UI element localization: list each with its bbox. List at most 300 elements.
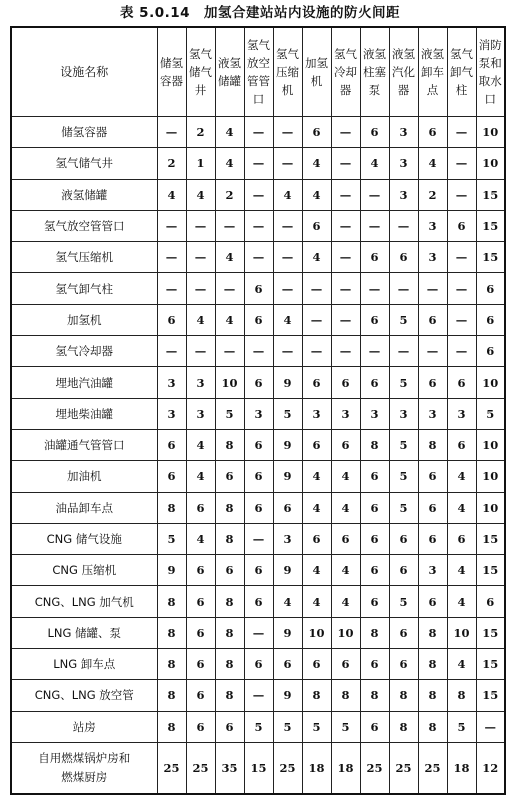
distance-cell: 8 — [157, 649, 186, 680]
column-header-line: 柱塞 — [363, 65, 386, 79]
column-header-line: 氢气 — [189, 47, 212, 61]
distance-cell: 6 — [157, 304, 186, 335]
distance-cell: — — [331, 117, 360, 148]
distance-cell: 6 — [244, 273, 273, 304]
column-header-line: 取水 — [478, 74, 502, 88]
column-header — [186, 27, 215, 117]
distance-cell: — — [273, 117, 302, 148]
distance-cell: 2 — [215, 179, 244, 210]
column-header — [360, 27, 389, 117]
distance-cell: 8 — [157, 617, 186, 648]
distance-cell: 4 — [215, 304, 244, 335]
distance-cell: — — [157, 242, 186, 273]
distance-cell: 25 — [186, 742, 215, 794]
distance-cell: 6 — [476, 336, 505, 367]
distance-cell: 6 — [186, 711, 215, 742]
header-facility-name: 设施名称 — [11, 27, 157, 117]
distance-cell: 6 — [447, 367, 476, 398]
distance-cell: 5 — [476, 398, 505, 429]
distance-cell: 4 — [157, 179, 186, 210]
table-row — [11, 273, 505, 304]
distance-cell: 8 — [157, 711, 186, 742]
distance-cell: 10 — [476, 429, 505, 460]
column-header-line: 器 — [397, 83, 410, 97]
distance-cell: — — [186, 273, 215, 304]
distance-cell: 6 — [273, 649, 302, 680]
distance-cell: 4 — [302, 492, 331, 523]
distance-cell: 3 — [418, 555, 447, 586]
distance-cell: — — [447, 148, 476, 179]
distance-cell: 6 — [215, 555, 244, 586]
distance-cell: 6 — [244, 461, 273, 492]
column-header — [157, 27, 186, 117]
distance-cell: 6 — [302, 210, 331, 241]
distance-cell: 9 — [273, 461, 302, 492]
distance-cell: 4 — [186, 304, 215, 335]
table-header — [11, 27, 505, 117]
distance-cell: 6 — [302, 649, 331, 680]
distance-cell: — — [273, 210, 302, 241]
distance-cell: 5 — [447, 711, 476, 742]
distance-cell: 25 — [273, 742, 302, 794]
distance-cell: 4 — [447, 461, 476, 492]
distance-cell: 3 — [418, 398, 447, 429]
distance-cell: 5 — [157, 523, 186, 554]
distance-cell: — — [273, 148, 302, 179]
distance-cell: 8 — [418, 680, 447, 711]
distance-cell: 4 — [447, 555, 476, 586]
distance-cell: 4 — [447, 649, 476, 680]
distance-cell: 2 — [418, 179, 447, 210]
distance-cell: 6 — [302, 367, 331, 398]
distance-cell: 6 — [186, 555, 215, 586]
row-facility-name-line: 自用燃煤锅炉房和 — [38, 750, 131, 765]
distance-cell: 10 — [476, 367, 505, 398]
row-facility-name: 油品卸车点 — [11, 492, 157, 523]
table-row — [11, 179, 505, 210]
distance-cell: 5 — [331, 711, 360, 742]
distance-cell: — — [360, 179, 389, 210]
distance-cell: 6 — [331, 523, 360, 554]
distance-cell: 6 — [157, 429, 186, 460]
distance-cell: 8 — [447, 680, 476, 711]
distance-cell: 6 — [273, 492, 302, 523]
distance-cell: — — [244, 523, 273, 554]
distance-cell: 6 — [331, 367, 360, 398]
column-header-line: 储气 — [189, 65, 212, 79]
distance-cell: 4 — [302, 555, 331, 586]
table-row — [11, 367, 505, 398]
distance-cell: — — [302, 273, 331, 304]
distance-cell: 8 — [360, 680, 389, 711]
distance-cell: 6 — [360, 586, 389, 617]
distance-cell: 9 — [273, 367, 302, 398]
distance-cell: 8 — [360, 617, 389, 648]
row-facility-name: 氢气储气井 — [11, 148, 157, 179]
distance-cell: 6 — [360, 117, 389, 148]
distance-cell: — — [244, 117, 273, 148]
row-facility-name: 加氢机 — [11, 304, 157, 335]
distance-cell: 6 — [476, 586, 505, 617]
distance-cell: 6 — [418, 586, 447, 617]
distance-cell: 10 — [447, 617, 476, 648]
distance-cell: — — [331, 210, 360, 241]
row-facility-name: LNG 储罐、泵 — [11, 617, 157, 648]
distance-cell: — — [186, 242, 215, 273]
fire-spacing-table — [10, 26, 506, 795]
table-row — [11, 523, 505, 554]
column-header-line: 泵和 — [478, 56, 502, 70]
distance-cell: 5 — [302, 711, 331, 742]
column-header — [447, 27, 476, 117]
distance-cell: — — [331, 336, 360, 367]
distance-cell: — — [418, 273, 447, 304]
distance-cell: 5 — [389, 586, 418, 617]
table-row — [11, 242, 505, 273]
distance-cell: 6 — [360, 649, 389, 680]
distance-cell: 8 — [389, 711, 418, 742]
distance-cell: 25 — [157, 742, 186, 794]
distance-cell: 10 — [331, 617, 360, 648]
column-header — [389, 27, 418, 117]
row-facility-name: 埋地柴油罐 — [11, 398, 157, 429]
column-header-line: 井 — [194, 83, 207, 97]
distance-cell: 6 — [244, 367, 273, 398]
table-row — [11, 711, 505, 742]
table-row — [11, 649, 505, 680]
distance-cell: 2 — [186, 117, 215, 148]
distance-cell: 6 — [302, 117, 331, 148]
distance-cell: 6 — [418, 523, 447, 554]
distance-cell: — — [360, 273, 389, 304]
distance-cell: 8 — [215, 617, 244, 648]
distance-cell: 5 — [389, 492, 418, 523]
distance-cell: 5 — [389, 367, 418, 398]
distance-cell: 4 — [273, 304, 302, 335]
distance-cell: 9 — [273, 680, 302, 711]
distance-cell: 6 — [302, 523, 331, 554]
column-header-line: 冷却 — [334, 65, 357, 79]
distance-cell: — — [331, 273, 360, 304]
row-facility-name: 氢气卸气柱 — [11, 273, 157, 304]
table-row — [11, 398, 505, 429]
distance-cell: — — [244, 336, 273, 367]
distance-cell: 5 — [273, 711, 302, 742]
distance-cell: 6 — [447, 210, 476, 241]
distance-cell: 3 — [273, 523, 302, 554]
distance-cell: — — [157, 117, 186, 148]
distance-cell: 6 — [418, 367, 447, 398]
table-row — [11, 148, 505, 179]
distance-cell: 8 — [418, 617, 447, 648]
distance-cell: 4 — [186, 179, 215, 210]
distance-cell: 6 — [157, 461, 186, 492]
distance-cell: 8 — [215, 523, 244, 554]
row-facility-name — [11, 742, 157, 794]
table-row — [11, 429, 505, 460]
row-facility-name: 氢气冷却器 — [11, 336, 157, 367]
distance-cell: 4 — [331, 586, 360, 617]
column-header-line: 液氢 — [363, 47, 386, 61]
distance-cell: 6 — [389, 242, 418, 273]
distance-cell: — — [476, 711, 505, 742]
row-facility-name: LNG 卸车点 — [11, 649, 157, 680]
distance-cell: 8 — [157, 492, 186, 523]
column-header-line: 氢气 — [276, 47, 299, 61]
distance-cell: 6 — [302, 429, 331, 460]
distance-cell: 8 — [157, 586, 186, 617]
distance-cell: — — [418, 336, 447, 367]
distance-cell: 5 — [215, 398, 244, 429]
column-header — [418, 27, 447, 117]
row-facility-name: 站房 — [11, 711, 157, 742]
distance-cell: 15 — [476, 523, 505, 554]
row-facility-name: CNG、LNG 加气机 — [11, 586, 157, 617]
distance-cell: 6 — [360, 242, 389, 273]
row-facility-name: 油罐通气管管口 — [11, 429, 157, 460]
column-header-line: 氢气 — [247, 38, 270, 52]
distance-cell: 4 — [447, 586, 476, 617]
distance-cell: — — [360, 336, 389, 367]
distance-cell: 6 — [418, 117, 447, 148]
column-header-line: 口 — [484, 92, 496, 106]
distance-cell: — — [273, 242, 302, 273]
distance-cell: 4 — [302, 586, 331, 617]
distance-cell: — — [447, 336, 476, 367]
distance-cell: — — [302, 336, 331, 367]
row-facility-name: 氢气放空管管口 — [11, 210, 157, 241]
table-row — [11, 586, 505, 617]
distance-cell: 3 — [447, 398, 476, 429]
distance-cell: 6 — [244, 649, 273, 680]
distance-cell: 6 — [360, 367, 389, 398]
distance-cell: 10 — [476, 461, 505, 492]
distance-cell: 6 — [331, 429, 360, 460]
distance-cell: 35 — [215, 742, 244, 794]
distance-cell: 6 — [389, 617, 418, 648]
distance-cell: — — [447, 117, 476, 148]
column-header-line: 储罐 — [218, 74, 241, 88]
distance-cell: 15 — [244, 742, 273, 794]
row-facility-name: CNG 储气设施 — [11, 523, 157, 554]
distance-cell: — — [302, 304, 331, 335]
distance-cell: — — [331, 179, 360, 210]
distance-cell: 8 — [389, 680, 418, 711]
distance-cell: 4 — [418, 148, 447, 179]
distance-cell: — — [186, 336, 215, 367]
distance-cell: — — [244, 617, 273, 648]
distance-cell: 9 — [157, 555, 186, 586]
distance-cell: — — [215, 210, 244, 241]
distance-cell: — — [244, 242, 273, 273]
distance-cell: 8 — [157, 680, 186, 711]
column-header-line: 加氢 — [305, 56, 328, 70]
table-row — [11, 210, 505, 241]
distance-cell: — — [447, 242, 476, 273]
column-header-line: 汽化 — [392, 65, 415, 79]
distance-cell: — — [157, 210, 186, 241]
distance-cell: 4 — [186, 523, 215, 554]
column-header-line: 消防 — [478, 38, 502, 52]
column-header — [302, 27, 331, 117]
distance-cell: 10 — [302, 617, 331, 648]
distance-cell: 8 — [215, 586, 244, 617]
distance-cell: 15 — [476, 680, 505, 711]
distance-cell: 6 — [186, 617, 215, 648]
distance-cell: 4 — [273, 586, 302, 617]
distance-cell: 4 — [215, 148, 244, 179]
distance-cell: — — [447, 179, 476, 210]
distance-cell: 3 — [302, 398, 331, 429]
distance-cell: 8 — [215, 429, 244, 460]
column-header-line: 口 — [252, 92, 265, 106]
column-header-line: 储氢 — [160, 56, 183, 70]
distance-cell: 6 — [360, 555, 389, 586]
distance-cell: 9 — [273, 429, 302, 460]
distance-cell: 6 — [186, 492, 215, 523]
distance-cell: — — [389, 210, 418, 241]
distance-cell: 6 — [476, 273, 505, 304]
distance-cell: 6 — [418, 492, 447, 523]
distance-cell: 6 — [244, 429, 273, 460]
row-facility-name: 氢气压缩机 — [11, 242, 157, 273]
column-header-line: 卸气 — [450, 65, 473, 79]
distance-cell: 3 — [389, 117, 418, 148]
column-header-line: 液氢 — [421, 47, 444, 61]
distance-cell: 8 — [331, 680, 360, 711]
distance-cell: 25 — [418, 742, 447, 794]
distance-cell: 8 — [418, 429, 447, 460]
distance-cell: — — [389, 336, 418, 367]
distance-cell: — — [244, 179, 273, 210]
distance-cell: 6 — [215, 461, 244, 492]
distance-cell: 6 — [418, 304, 447, 335]
distance-cell: 3 — [389, 179, 418, 210]
distance-cell: 6 — [476, 304, 505, 335]
distance-cell: 15 — [476, 210, 505, 241]
distance-cell: 5 — [389, 461, 418, 492]
table-row — [11, 336, 505, 367]
distance-cell: 6 — [244, 304, 273, 335]
distance-cell: 6 — [360, 492, 389, 523]
distance-cell: 6 — [360, 304, 389, 335]
column-header — [215, 27, 244, 117]
table-row — [11, 492, 505, 523]
column-header-line: 氢气 — [334, 47, 357, 61]
column-header — [244, 27, 273, 117]
table-row — [11, 555, 505, 586]
distance-cell: 6 — [244, 492, 273, 523]
distance-cell: 3 — [186, 398, 215, 429]
row-facility-name-line: 燃煤厨房 — [61, 769, 108, 784]
column-header-line: 压缩 — [276, 65, 299, 79]
distance-cell: — — [331, 242, 360, 273]
distance-cell: 18 — [302, 742, 331, 794]
column-header-line: 液氢 — [392, 47, 415, 61]
distance-cell: 15 — [476, 242, 505, 273]
distance-cell: 15 — [476, 555, 505, 586]
table-row — [11, 304, 505, 335]
distance-cell: 6 — [389, 523, 418, 554]
distance-cell: 4 — [215, 117, 244, 148]
table-row — [11, 617, 505, 648]
row-facility-name: CNG、LNG 放空管 — [11, 680, 157, 711]
distance-cell: — — [273, 273, 302, 304]
distance-cell: 1 — [186, 148, 215, 179]
distance-cell: 4 — [186, 461, 215, 492]
distance-cell: 4 — [302, 148, 331, 179]
distance-cell: 9 — [273, 555, 302, 586]
column-header — [476, 27, 505, 117]
distance-cell: 4 — [215, 242, 244, 273]
distance-cell: 15 — [476, 617, 505, 648]
distance-cell: 6 — [447, 523, 476, 554]
distance-cell: — — [215, 273, 244, 304]
table-row — [11, 461, 505, 492]
distance-cell: 6 — [331, 649, 360, 680]
column-header-line: 容器 — [160, 74, 183, 88]
distance-cell: 8 — [215, 492, 244, 523]
distance-cell: 2 — [157, 148, 186, 179]
distance-cell: — — [215, 336, 244, 367]
table-body — [11, 117, 505, 794]
distance-cell: 6 — [186, 586, 215, 617]
distance-cell: — — [331, 304, 360, 335]
distance-cell: 18 — [447, 742, 476, 794]
distance-cell: 3 — [186, 367, 215, 398]
distance-cell: 3 — [389, 148, 418, 179]
distance-cell: — — [447, 273, 476, 304]
distance-cell: 6 — [360, 711, 389, 742]
distance-cell: 3 — [389, 398, 418, 429]
distance-cell: 3 — [157, 367, 186, 398]
column-header-line: 泵 — [368, 83, 381, 97]
distance-cell: 4 — [273, 179, 302, 210]
distance-cell: — — [157, 273, 186, 304]
column-header — [273, 27, 302, 117]
column-header-line: 放空 — [247, 56, 270, 70]
distance-cell: 4 — [331, 461, 360, 492]
distance-cell: 4 — [331, 492, 360, 523]
distance-cell: 10 — [215, 367, 244, 398]
distance-cell: 3 — [360, 398, 389, 429]
distance-cell: 6 — [418, 461, 447, 492]
distance-cell: — — [244, 680, 273, 711]
distance-cell: 4 — [302, 242, 331, 273]
row-facility-name: 埋地汽油罐 — [11, 367, 157, 398]
table-title: 表 5.0.14 加氢合建站站内设施的防火间距 — [119, 5, 401, 21]
row-facility-name: CNG 压缩机 — [11, 555, 157, 586]
table-row — [11, 680, 505, 711]
header-row — [11, 27, 505, 117]
table-row — [11, 117, 505, 148]
distance-cell: 6 — [215, 711, 244, 742]
distance-cell: 4 — [447, 492, 476, 523]
column-header-line: 卸车 — [421, 65, 444, 79]
distance-cell: — — [186, 210, 215, 241]
distance-cell: 9 — [273, 617, 302, 648]
distance-cell: 4 — [302, 179, 331, 210]
distance-cell: 25 — [389, 742, 418, 794]
distance-cell: 3 — [244, 398, 273, 429]
distance-cell: 5 — [389, 429, 418, 460]
distance-cell: 8 — [360, 429, 389, 460]
distance-cell: 6 — [186, 649, 215, 680]
row-facility-name: 液氢储罐 — [11, 179, 157, 210]
distance-cell: 5 — [389, 304, 418, 335]
distance-cell: 8 — [302, 680, 331, 711]
distance-cell: 6 — [244, 555, 273, 586]
